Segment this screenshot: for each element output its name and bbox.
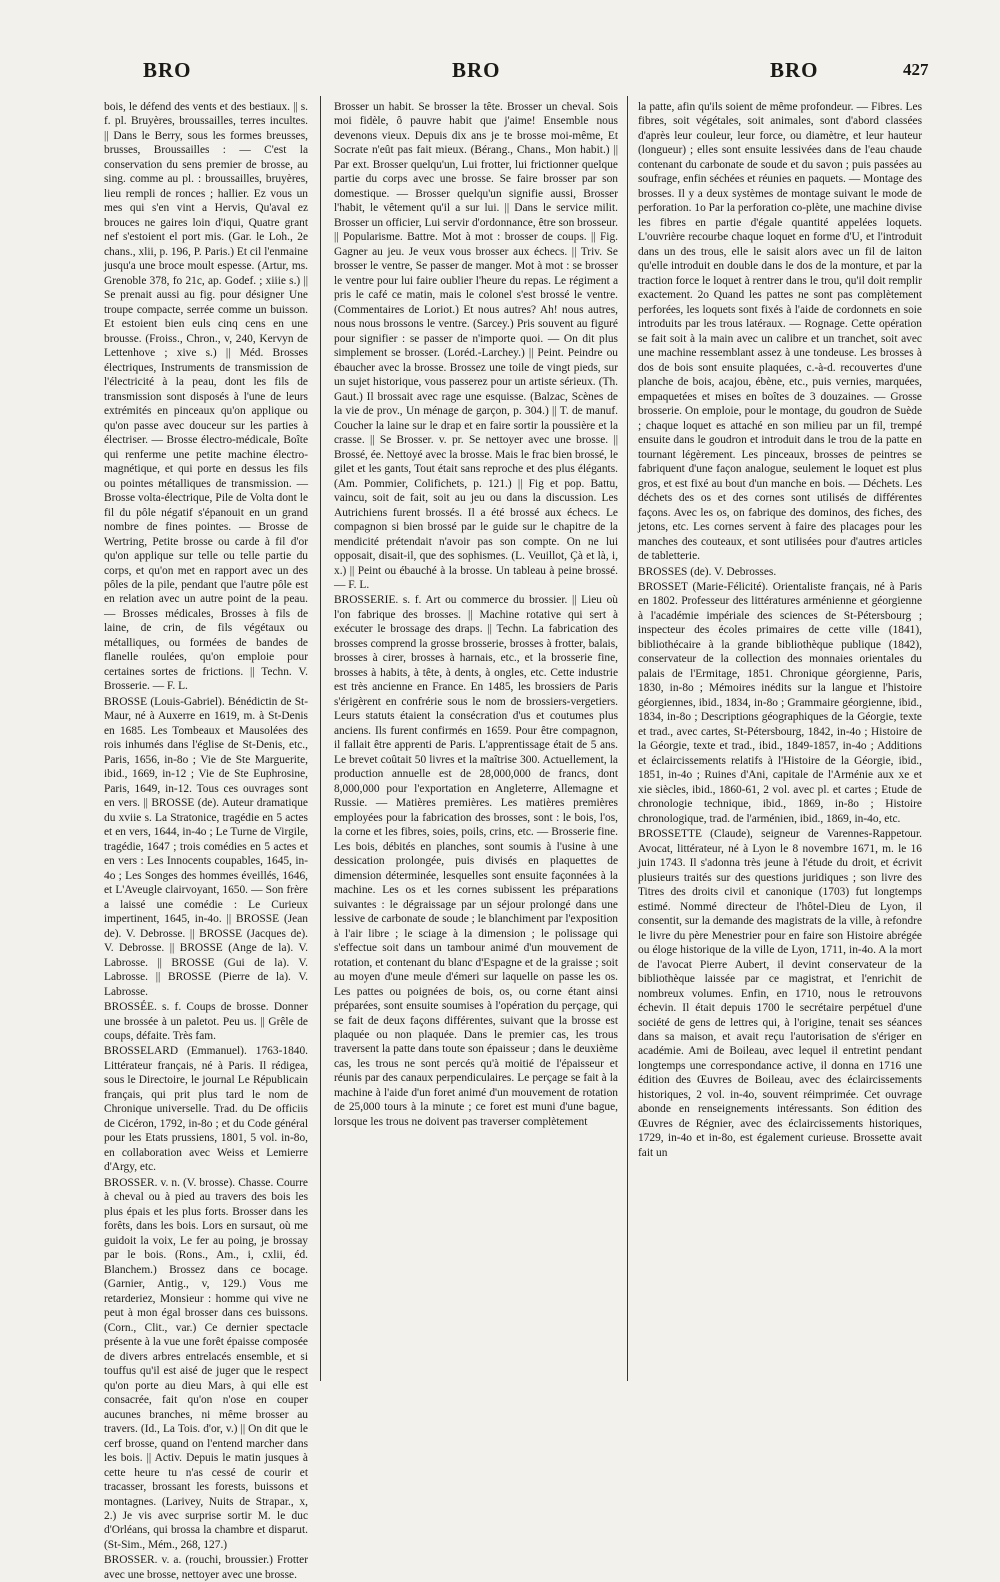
paragraph: BROSSÉE. s. f. Coups de brosse. Donner une brossée à un paletot. Peu us. || Grêle de coups, défaite. Très fam.: [104, 1001, 308, 1042]
paragraph: la patte, afin qu'ils soient de même profondeur. — Fibres. Les fibres, soit végétales, soit animales, sont d'abord classées d'après leur couleur, leur force, ou diamètre, et leur hauteur (longueur) ; elles sont ensuite lessivées dans de l'eau chaude contenant du carbonate de soude et du savon ; puis passées au soufrage, enfin séchées et réunies en paquets. — Montage des brosses. Il y a deux systèmes de montage suivant le mode de perforation. 1o Par la perforation co-plète, une machine divise les fibres en partie d'égale quantité appelées loquets. L'ouvrière recourbe chaque loquet en forme d'U, et l'introduit dans un des trous, elle le saisit alors avec un fil de laiton qu'elle introduit en double dans le dos de la monture, et par la traction force le loquet à rentrer dans le trou, qu'il doit remplir exactement. 2o Quand les pattes ne sont pas complètement perforées, les loquets sont fixés à l'aide de cordonnets en soie introduits par les trous latéraux. — Rognage. Cette opération se fait soit à la main avec un calibre et un tranchet, soit avec une machine ressemblant assez à une tondeuse. Les brosses à dos de bois sont ensuite plaquées, c.-à-d. recouvertes d'une planche de bois, acajou, ébène, etc., puis vernies, marquées, empaquetées et mises en boîtes de 3 douzaines. — Grosse brosserie. On emploie, pour le montage, du goudron de Suède ; chaque loquet es attaché en son milieu par un fil, trempé ensuite dans le goudron et introduit dans le trou de la patte en tournant légèrement. Les pinceaux, brosses de peintres se fabriquent d'une façon analogue, seulement le loquet est plus gros, et est fixé au bout d'un manche en bois. — Déchets. Les déchets des os et des cornes sont utilisés de différentes façons. Avec les os, on fabrique des dominos, des fiches, des jetons, etc. Les cornes servent à faire des placages pour les manches des couteaux, et sont utilisées pour d'autres articles de tabletterie.: [638, 101, 922, 563]
paragraph: BROSSE (Louis-Gabriel). Bénédictin de St-Maur, né à Auxerre en 1619, m. à St-Denis en 1685. Les Tombeaux et Mausolées des rois inhumés dans l'église de St-Denis, etc., Paris, 1656, in-8o ; Vie de Ste Marguerite, ibid., 1669, in-12 ; Vie de Ste Euphrosine, Paris, 1649, in-12. Tous ces ouvrages sont en vers. || BROSSE (de). Auteur dramatique du xviie s. La Stratonice, tragédie en 5 actes et en vers, 1644, in-4o ; Le Turne de Virgile, tragédie, 1647 ; trois comédies en 5 actes et en vers : Les Innocents coupables, 1645, in-4o ; Les Songes des hommes éveillés, 1646, et L'Aveugle clairvoyant, 1650. — Son frère a laissé une comédie : Le Curieux impertinent, 1645, in-4o. || BROSSE (Jean de). V. Debrosse. || BROSSE (Jacques de). V. Debrosse. || BROSSE (Ange de la). V. Labrosse. || BROSSE (Gui de la). V. Labrosse. || BROSSE (Pierre de la). V. Labrosse.: [104, 695, 308, 998]
running-head-left: BRO: [143, 58, 192, 82]
column-rule-right: [627, 96, 628, 1381]
paragraph: BROSSES (de). V. Debrosses.: [638, 565, 777, 578]
text-column-2: [334, 100, 618, 1378]
paragraph: BROSSER. v. a. (rouchi, broussier.) Frotter avec une brosse, nettoyer avec une brosse.: [104, 1554, 308, 1581]
paragraph: BROSSER. v. n. (V. brosse). Chasse. Courre à cheval ou à pied au travers des bois les plus épais et les plus forts. Brosser dans les forêts, dans les bois. Lors en sursaut, où me guidoit la voix, Le fer au poing, je brossay par le bois. (Rons., Am., i, cxlii, éd. Blanchem.) Brossez dans ce bocage. (Garnier, Antig., v, 129.) Vous me retarderiez, Monsieur : homme qui vive ne peut à mon égal brosser dans ces buissons. (Corn., Clit., var.) Ce dernier spectacle présente à la vue une forêt épaisse composée de divers arbres entrelacés ensemble, et si touffus qu'il est aisé de juger que le respect qu'on porte au dieu Mars, à qui elle est consacrée, fait qu'on n'ose en couper aucunes branches, ni même brosser au travers. (Id., La Tois. d'or, v.) || On dit que le cerf brosse, quand on l'entend marcher dans les bois. || Activ. Depuis le matin jusques à cette heure tu n'as cessé de courir et tracasser, brossant les forests, buissons et montagnes. (Larivey, Nuits de Strapar., x, 2.) Je vis avec surprise sortir M. le duc d'Orléans, qui brossa la chambre et disparut. (St-Sim., Mém., 268, 127.): [104, 1176, 308, 1551]
running-head-right: BRO: [770, 58, 819, 82]
paragraph: Brosser un habit. Se brosser la tête. Brosser un cheval. Sois moi fidèle, ô pauvre habit que j'aime! Ensemble nous devenons vieux. Depuis dix ans je te brosse moi-même, Et Socrate n'eût pas fait mieux. (Bérang., Chans., Mon habit.) || Par ext. Brosser quelqu'un, Lui frotter, lui frictionner quelque partie du corps avec une brosse. Se faire brosser par son domestique. — Brosser quelqu'un signifie aussi, Brosser l'habit, le vêtement qu'il a sur lui. || Dans le service milit. Brosser un officier, Lui servir d'ordonnance, être son brosseur. || Popularisme. Battre. Mot à mot : brosser de coups. || Fig. Gagner au jeu. Je veux vous brosser aux échecs. || Triv. Se brosser le ventre, Se passer de manger. Mot à mot : se brosser le ventre pour lui faire oublier l'heure du repas. Le régiment a pris le café ce matin, mais le colonel s'est brossé le ventre. (Commentaires de Loriot.) Et nous autres? Ah! nous autres, nous nous brossons le ventre. (Sarcey.) Pris souvent au figuré pour signifier : se passer de n'importe quoi. — On dit plus simplement se brosser. (Loréd.-Larchey.) || Peint. Peindre ou ébaucher avec la brosse. Brossez une toile de vingt pieds, sur un sujet historique, vous passerez pour un artiste sérieux. (Th. Gaut.) Il brossait avec rage une esquisse. (Balzac, Scènes de la vie de prov., Un ménage de garçon, p. 304.) || T. de manuf. Coucher la laine sur le drap et en faire sortir la poussière et la crasse. || Se Brosser. v. pr. Se nettoyer avec une brosse. || Brossé, ée. Nettoyé avec la brosse. Mais le frac bien brossé, le gilet et les gants, Tout était sans reproche et des plus élégants. (Am. Pommier, Colifichets, p. 121.) || Fig et pop. Battu, vaincu, soit de fait, soit au jeu ou dans la discussion. Les Autrichiens furent brossés. Il a été brossé aux échecs. Le compagnon si bien brossé par le guide sur le chapitre de la mendicité prétendait n'avoir pas son compte. On ne lui opposait, disait-il, que des sophismes. (L. Veuillot, Çà et là, i, x.) || Peint ou ébauché à la brosse. Un tableau à peine brossé. — F. L.: [334, 101, 618, 591]
paragraph: BROSSERIE. s. f. Art ou commerce du brossier. || Lieu où l'on fabrique des brosses. || Machine rotative qui sert à exécuter le brossage des draps. || Techn. La fabrication des brosses comprend la grosse brosserie, brosses à frotter, balais, brosses à cirer, brosses à harnais, etc., et la brosserie fine, brosses à habits, à tête, à dents, à ongles, etc. Cette industrie est très ancienne en France. En 1485, les brossiers de Paris s'érigèrent en confrérie sous le nom de brossiers-vergetiers. Leurs statuts étaient la consécration d'us et coutumes plus anciens. Ils furent confirmés en 1659. Pour être compagnon, il fallait être apprenti de Paris. L'apprentissage était de 5 ans. Le brevet coûtait 50 livres et la maîtrise 300. Actuellement, la production annuelle est de 28,000,000 de francs, dont 8,000,000 pour l'exportation en Angleterre, Allemagne et Russie. — Matières premières. Les matières premières employées pour la fabrication des brosses, sont : le bois, l'os, la corne et les fibres, soies, poils, crins, etc. — Brosserie fine. Les bois, débités en planches, sont soumis à l'usine à une dessication prolongée, puis divisés en plaquettes de dimension déterminée, lesquelles sont ensuite façonnées à la machine. Les os et les cornes subissent les préparations suivantes : le dégraissage par un séjour prolongé dans une lessive de carbonate de soude ; le blanchiment par l'exposition à l'air libre ; le sciage à la dimension ; le polissage qui s'effectue soit dans un tambour animé d'un mouvement de rotation, et contenant du blanc d'Espagne et de la graisse ; soit au moyen d'une meule d'émeri sur laquelle on passe les os. Les pattes ou poignées de bois, os, ou corne étant ainsi préparées, sont ensuite soumises à l'opération du perçage, qui se fait de deux façons différentes, suivant que la brosse est plaquée ou non plaquée. Dans le premier cas, les trous traversent la patte dans toute son épaisseur ; dans le deuxième cas, les trous ne sont percés qu'à moitié de l'épaisseur et réunis par des canaux perpendiculaires. Le perçage se fait à la machine à l'aide d'un foret animé d'un mouvement de rotation de 25,000 tours à la minute ; ce foret est muni d'une bague, lorsque les trous ne doivent pas traverser complètement: [334, 594, 618, 1128]
text-column-3: [638, 100, 922, 1378]
page-number: 427: [903, 60, 929, 79]
paragraph: BROSSETTE (Claude), seigneur de Varennes-Rappetour. Avocat, littérateur, né à Lyon le 8 novembre 1671, m. le 16 juin 1743. Il s'adonna très jeune à l'étude du droit, et écrivit plusieurs traités sur des questions juridiques ; son livre des Titres des droits civil et canonique (1703) fut longtemps estimé. Nommé directeur de l'hôtel-Dieu de Lyon, il consentit, sur la demande des magistrats de la ville, à refondre le livre du père Menestrier pour en faire son Histoire abrégée ou éloge historique de la ville de Lyon, 1711, in-4o. A la mort de l'avocat Pierre Aubert, il devint conservateur de la bibliothèque laissée par ce magistrat, et l'enrichit de nombreux volumes. Enfin, en 1710, nous le retrouvons échevin. Il était depuis 1700 le secrétaire perpétuel d'une société de gens de lettres qui, à l'origine, tenait ses séances dans sa maison, et avait reçu l'autorisation de s'ériger en académie. Ami de Boileau, avec lequel il entretint pendant longtemps une correspondance active, il donna en 1716 une édition des Œuvres de Boileau, avec des éclaircissements historiques, 2 vol. in-4o, souvent réimprimée. Cet ouvrage abonde en renseignements intéressants. Son édition des Œuvres de Régnier, avec des éclaircissements historiques, 1729, in-4o et in-8o, est également curieuse. Brossette avait fait un: [638, 828, 922, 1159]
text-column-1: [104, 100, 308, 1581]
paragraph: bois, le défend des vents et des bestiaux. || s. f. pl. Bruyères, broussailles, terres incultes. || Dans le Berry, sous les formes breusses, brusses, Broussailles : — C'est la conservation du sens premier de brosse, au sing. comme au pl. : broussailles, bruyères, lieu rempli de ronces ; hallier. Ez vous un mes qui s'en vint a Hervis, Qu'aval ez brouces ne gaires loin d'iqui, Quatre grant nef s'estoient el port mis. (Gar. le Loh., 2e chans., xlii, p. 196, P. Paris.) Et cil l'enmaine jusqu'a une broce moult espesse. (Artur, ms. Grenoble 378, fo 21c, ap. Godef. ; xiiie s.) || Se prenait aussi au fig. pour désigner Une troupe compacte, serrée comme un buisson. Et estoient bien euls cinq cens en une brousse. (Froiss., Chron., v, 240, Kervyn de Lettenhove ; xive s.) || Méd. Brosses électriques, Instruments de transmission de l'électricité à la peau, dont les fils de transmission sont disposés à l'une de leurs extrémités en pinceaux qu'on applique ou qu'on passe avec douceur sur les parties à électriser. — Brosse électro-médicale, Boîte qui renferme une petite machine électro-magnétique, et qui porte en dessus les fils ou pointes métalliques de transmission. — Brosse volta-électrique, Pile de Volta dont le fil du pôle négatif s'épanouit en un grand nombre de fines pointes. — Brosse de Wertring, Petite brosse ou carde à fil d'or qu'on applique sur telle ou telle partie du corps, et qu'on met en rapport avec un des pôles de la pile, pendant que l'autre pôle est en relation avec un autre point de la peau. — Brosses médicales, Brosses à fils de laine, de crin, de fils végétaux ou métalliques, ou formées de bandes de flanelle roulées, qu'on emploie pour certaines sortes de frictions. || Techn. V. Brosserie. — F. L.: [104, 101, 308, 693]
paragraph: BROSSET (Marie-Félicité). Orientaliste français, né à Paris en 1802. Professeur des littératures arménienne et géorgienne à l'académie impériale des sciences de St-Pétersbourg ; inspecteur des écoles primaires de cette ville (1841), bibliothécaire à la grande bibliothèque publique (1842), conservateur de la collection des monnaies orientales du palais de l'Ermitage, 1851. Chronique géorgienne, Paris, 1830, in-8o ; Mémoires inédits sur la langue et l'histoire géorgiennes, ibid., 1834, in-8o ; Grammaire géorgienne, ibid., 1834, in-8o ; Descriptions géographiques de la Géorgie, texte et trad., avec cartes, St-Pétersbourg, 1842, in-4o ; Histoire de la Géorgie, texte et trad., ibid., 1849-1857, in-4o ; Additions et éclaircissements relatifs à l'Histoire de la Géorgie, ibid., 1851, in-4o ; Ruines d'Ani, capitale de l'Arménie aux xe et xie siècles, ibid., 1860-61, 2 vol. avec pl. et cartes ; Etude de chronologie technique, ibid., 1869, in-8o ; Histoire chronologique, trad. de l'arménien, ibid., 1869, in-4o, etc.: [638, 580, 922, 825]
running-head-center: BRO: [452, 58, 501, 82]
paragraph: BROSSELARD (Emmanuel). 1763-1840. Littérateur français, né à Paris. Il rédigea, sous le Directoire, le journal Le Républicain français, qui prit plus tard le nom de Chronique universelle. Trad. du De officiis de Cicéron, 1792, in-8o ; et du Code général pour les Etats prussiens, 1801, 5 vol. in-8o, en collaboration avec Weiss et Lemierre d'Argy, etc.: [104, 1045, 308, 1174]
column-rule-left: [320, 96, 321, 1381]
